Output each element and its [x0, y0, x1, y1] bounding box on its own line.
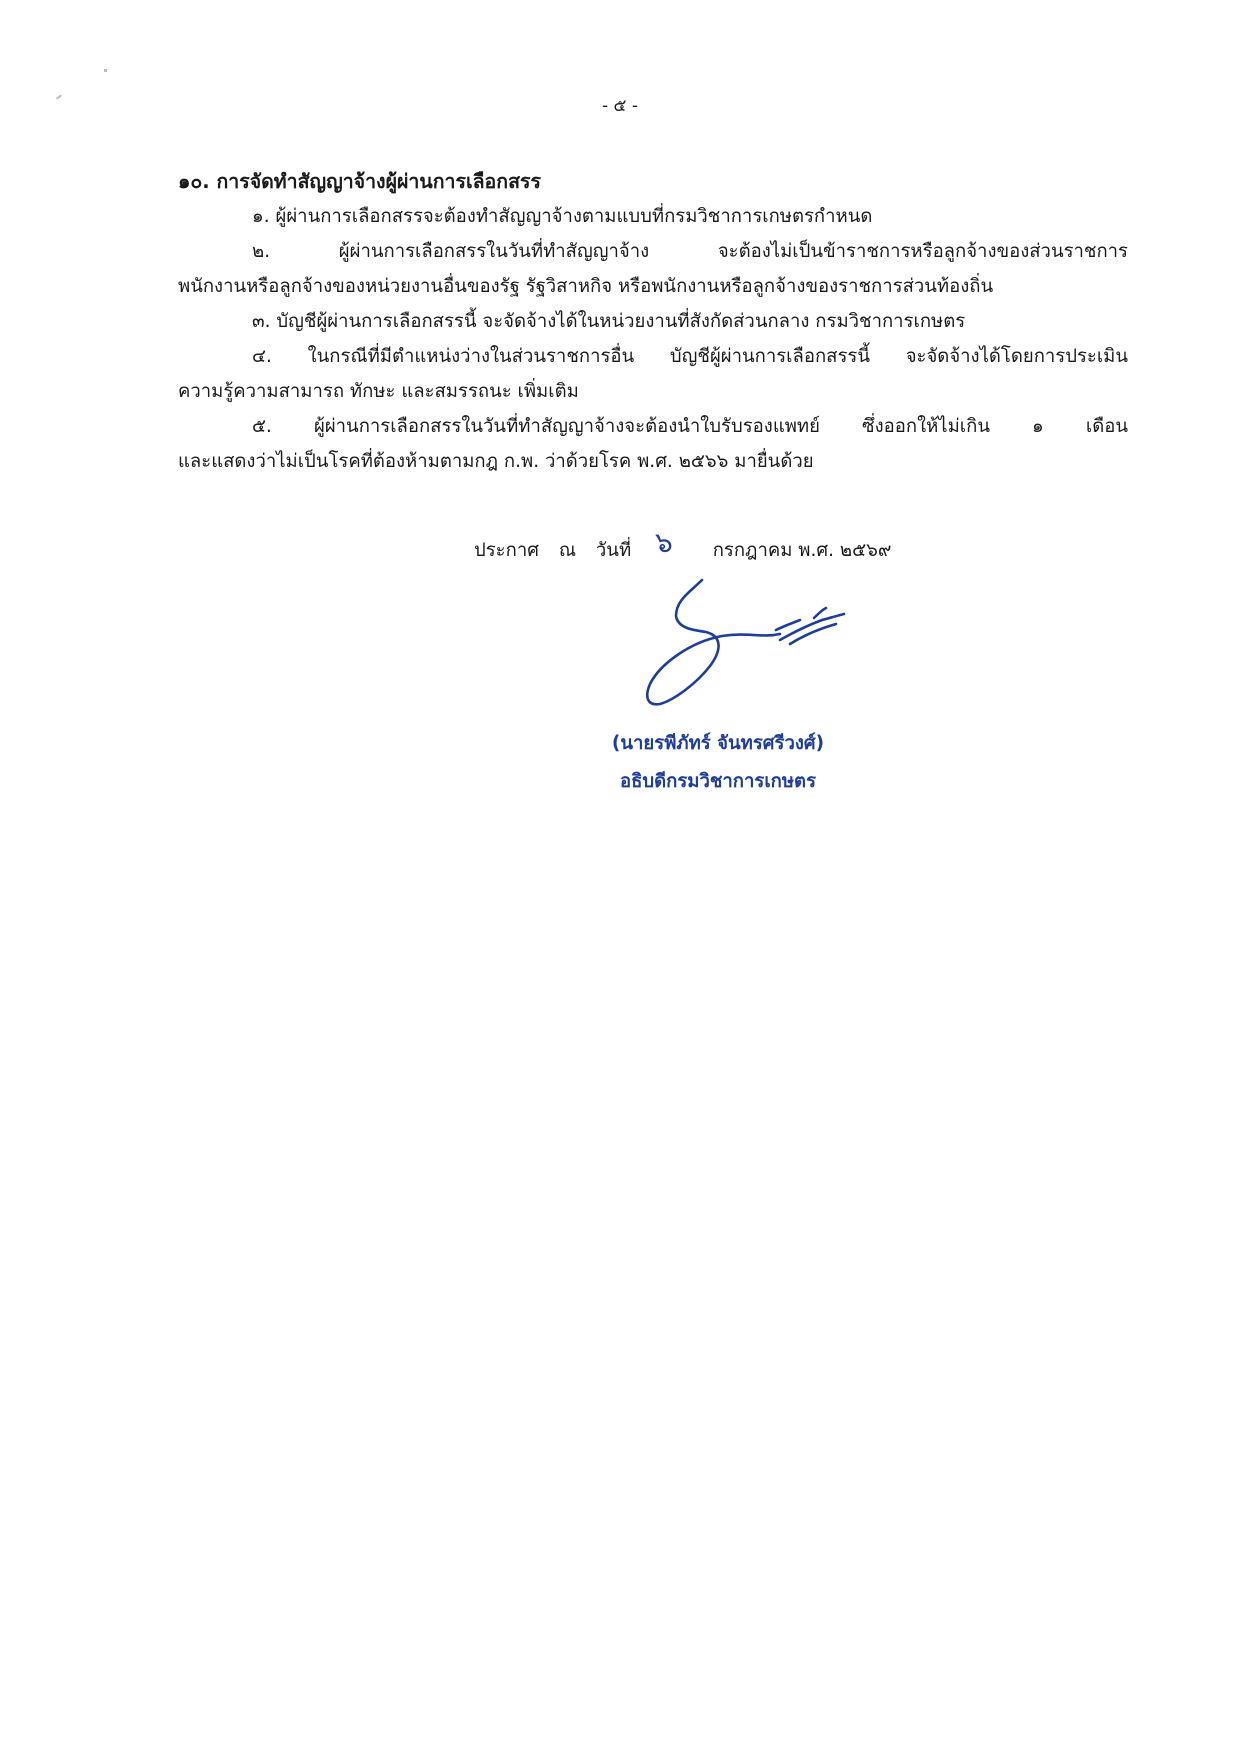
day-label: วันที่ — [595, 540, 632, 561]
announcement-at: ณ — [558, 540, 577, 561]
contract-section — [178, 165, 1128, 479]
list-item — [178, 234, 1128, 304]
list-item — [178, 409, 1128, 479]
item-line: ความรู้ความสามารถ ทักษะ และสมรรถนะ เพิ่มเติม — [178, 381, 579, 402]
item-line: ๒. ผู้ผ่านการเลือกสรรในวันที่ทำสัญญาจ้าง จะต้องไม่เป็นข้าราชการหรือลูกจ้างของส่วนราชการ — [252, 241, 1128, 262]
handwritten-day: ๖ — [655, 526, 673, 559]
scan-speck — [56, 94, 62, 99]
item-line: ๑. ผู้ผ่านการเลือกสรรจะต้องทำสัญญาจ้างตามแบบที่กรมวิชาการเกษตรกำหนด — [252, 206, 873, 227]
item-line: ๔. ในกรณีที่มีตำแหน่งว่างในส่วนราชการอื่น บัญชีผู้ผ่านการเลือกสรรนี้ จะจัดจ้างได้โดยการประเมิน — [252, 346, 1128, 367]
scan-speck — [104, 69, 107, 72]
signer-title: อธิบดีกรมวิชาการเกษตร — [619, 771, 817, 792]
signature-icon — [630, 578, 860, 720]
signer-name: (นายรพีภัทร์ จันทรศรีวงศ์) — [611, 733, 825, 754]
item-line: พนักงานหรือลูกจ้างของหน่วยงานอื่นของรัฐ รัฐวิสาหกิจ หรือพนักงานหรือลูกจ้างของราชการส่วนท้องถิ่น — [178, 276, 994, 297]
item-line: ๕. ผู้ผ่านการเลือกสรรในวันที่ทำสัญญาจ้างจะต้องนำใบรับรองแพทย์ ซึ่งออกให้ไม่เกิน ๑ เดือน — [252, 416, 1128, 437]
announcement-label: ประกาศ — [474, 540, 539, 561]
list-item — [178, 199, 1128, 234]
month-year: กรกฎาคม พ.ศ. ๒๕๖๙ — [712, 540, 892, 561]
page-number: - ๕ - — [602, 96, 638, 116]
list-item — [178, 339, 1128, 409]
section-heading: ๑๐. การจัดทำสัญญาจ้างผู้ผ่านการเลือกสรร — [178, 170, 541, 193]
list-item — [178, 304, 1128, 339]
item-line: และแสดงว่าไม่เป็นโรคที่ต้องห้ามตามกฎ ก.พ. ว่าด้วยโรค พ.ศ. ๒๕๖๖ มายื่นด้วย — [178, 451, 814, 472]
announcement-date — [474, 526, 892, 566]
item-line: ๓. บัญชีผู้ผ่านการเลือกสรรนี้ จะจัดจ้างได้ในหน่วยงานที่สังกัดส่วนกลาง กรมวิชาการเกษตร — [252, 311, 966, 332]
